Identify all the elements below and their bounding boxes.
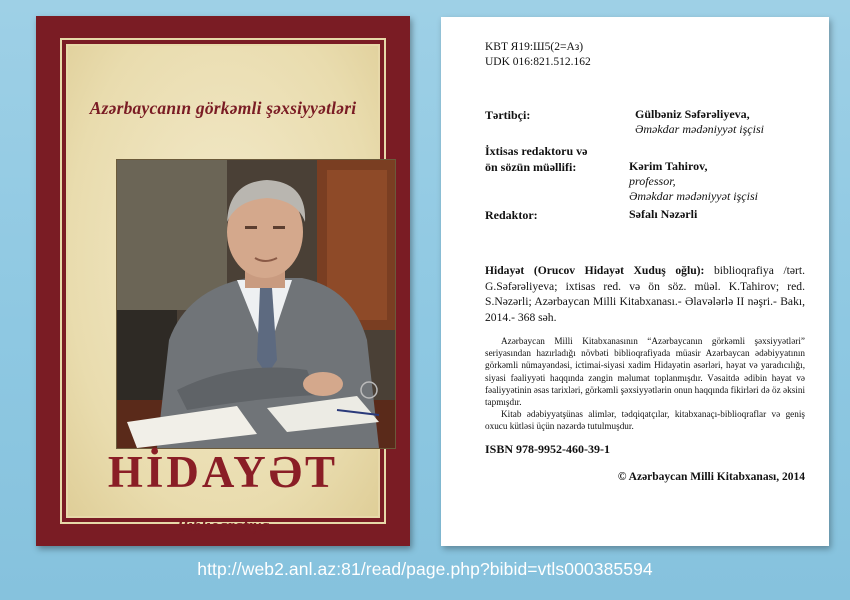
cover-subtitle: Biblioqrafiya <box>176 516 270 535</box>
annotation-paragraph-1: Azərbaycan Milli Kitabxanasının “Azərbaycanın görkəmli şəxsiyyətləri” seriyasından hazırladığı növbəti biblioqrafiyada müasir Azərbaycan ədəbiyyatının görkəmli nümayəndəsi, ictimai-siyasi xadim Hidayətin əsərləri, həyat və yaradıcılığı, siyasi fəaliyyəti haqqında zəngin məlumat toplanmışdır. Vəsaitdə ədibin həyat və fəaliyyətinin əsas tarixləri, görkəmli şəxsiyyətlərin onun haqqında fikirləri də öz əksini tapmışdır. <box>485 336 805 408</box>
compiler-name: Gülbəniz Səfərəliyeva, <box>635 107 750 121</box>
title-page <box>441 17 829 546</box>
annotation-paragraph-2: Kitab ədəbiyyatşünas alimlər, tədqiqatçılar, kitabxanaçı-biblioqraflar və geniş oxucu kütləsi üçün nəzərdə tutulmuşdur. <box>485 409 805 432</box>
special-editor-credit <box>629 159 758 204</box>
special-editor-label <box>485 143 587 175</box>
special-editor-name: Kərim Tahirov, <box>629 159 708 173</box>
editor-label: Redaktor: <box>485 208 538 222</box>
special-editor-label-line1: İxtisas redaktoru və <box>485 144 588 158</box>
compiler-title: Əməkdar mədəniyyət işçisi <box>635 122 764 136</box>
portrait-illustration <box>117 160 395 448</box>
biblio-heading: Hidayət (Orucov Hidayət Xuduş oğlu): <box>485 264 705 277</box>
special-editor-title1: professor, <box>629 174 676 188</box>
compiler-label: Tərtibçi: <box>485 108 531 122</box>
cover-series-title: Azərbaycanın görkəmli şəxsiyyətləri <box>89 98 357 118</box>
compiler-credit <box>635 107 764 137</box>
copyright-notice: © Azərbaycan Milli Kitabxanası, 2014 <box>617 471 805 483</box>
editor-credit <box>629 207 697 222</box>
book-cover <box>36 16 410 546</box>
special-editor-label-line2: ön sözün müəllifi: <box>485 160 577 174</box>
editor-name: Səfalı Nəzərli <box>629 207 698 221</box>
bibliographic-record <box>485 263 805 325</box>
cover-inner-panel <box>66 44 380 535</box>
annotation <box>485 335 805 433</box>
classification-codes <box>485 40 591 70</box>
portrait-photo <box>116 159 396 449</box>
special-editor-title2: Əməkdar mədəniyyət işçisi <box>629 189 758 203</box>
biblio-details: biblioqrafiya /tərt. G.Səfərəliyeva; ixtisas red. və ön söz. müəl. K.Tahirov; red. S.Nəzərli; Azərbaycan Milli Kitabxanası.- Əlavələrlə II nəşri.- Bakı, 2014.- 368 səh. <box>485 264 806 324</box>
cover-title: HİDAYƏT <box>107 447 339 497</box>
kbt-code: KBT Я19:Ш5(2=Аз) <box>485 41 584 53</box>
udk-code: UDK 016:821.512.162 <box>485 56 591 68</box>
source-url: http://web2.anl.az:81/read/page.php?bibid=vtls000385594 <box>197 559 653 579</box>
isbn: ISBN 978-9952-460-39-1 <box>485 442 610 456</box>
